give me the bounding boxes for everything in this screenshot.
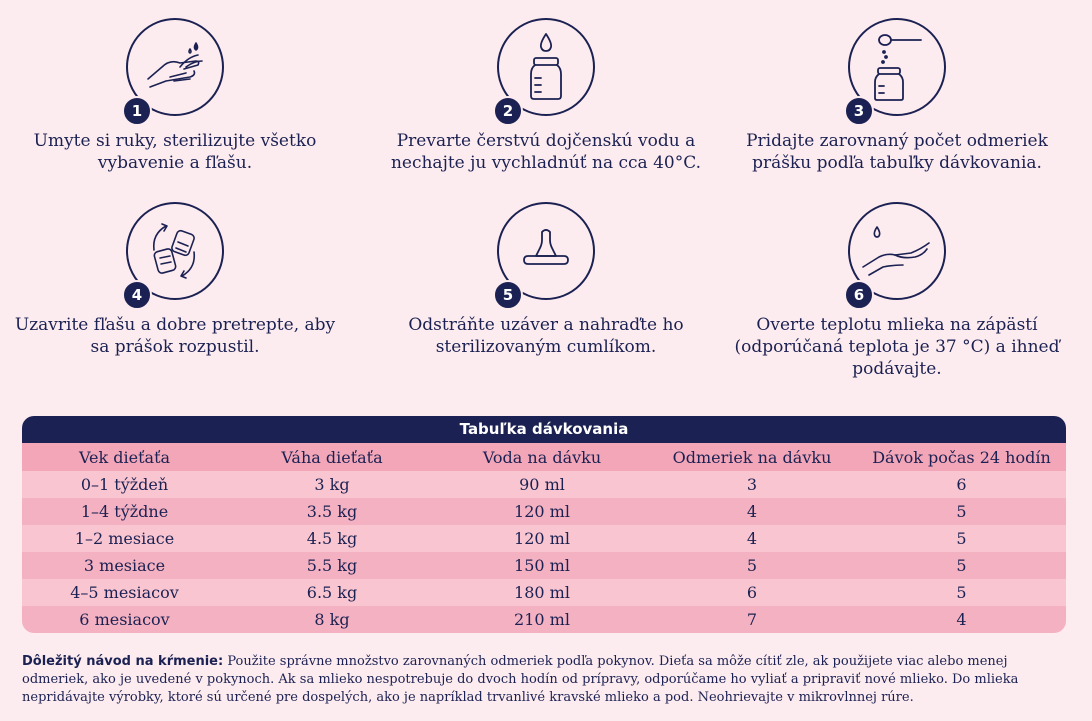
step-number: 1 [122,96,152,126]
table-cell: 3 [647,471,857,498]
table-cell: 210 ml [437,606,647,633]
table-cell: 4 [647,525,857,552]
table-cell: 6 mesiacov [22,606,227,633]
table-cell: 90 ml [437,471,647,498]
column-header: Váha dieťaťa [227,443,437,471]
table-cell: 180 ml [437,579,647,606]
step-text: Umyte si ruky, sterilizujte všetko vybavenie a fľašu. [33,131,317,173]
table-cell: 120 ml [437,525,647,552]
table-cell: 6 [857,471,1066,498]
table-cell: 150 ml [437,552,647,579]
table-cell: 3.5 kg [227,498,437,525]
table-cell: 8 kg [227,606,437,633]
table-cell: 6 [647,579,857,606]
table-row [22,498,1066,525]
dosage-table [22,416,1066,633]
table-cell: 3 mesiace [22,552,227,579]
step-number: 2 [493,96,523,126]
step-2 [376,18,716,174]
note-label: Dôležitý návod na kŕmenie: [22,654,224,669]
column-header: Dávok počas 24 hodín [857,443,1066,471]
step-3 [727,18,1067,174]
feeding-note [22,653,1070,707]
table-row [22,471,1066,498]
column-header: Odmeriek na dávku [647,443,857,471]
step-text: Overte teplotu mlieka na zápästí (odporúčaná teplota je 37 °C) a ihneď podávajte. [734,315,1060,379]
table-title: Tabuľka dávkovania [22,416,1066,443]
step-text: Uzavrite fľašu a dobre pretrepte, aby sa prášok rozpustil. [14,315,336,357]
step-number: 4 [122,280,152,310]
column-header: Vek dieťaťa [22,443,227,471]
table-cell: 4 [647,498,857,525]
step-4 [5,202,345,358]
table-cell: 5 [857,498,1066,525]
step-text: Prevarte čerstvú dojčenskú vodu a nechajte ju vychladnúť na cca 40°C. [390,131,702,173]
step-number: 5 [493,280,523,310]
table-cell: 5 [857,579,1066,606]
dosage-table-grid [22,443,1066,633]
step-text: Pridajte zarovnaný počet odmeriek prášku podľa tabuľky dávkovania. [746,131,1048,173]
table-row [22,579,1066,606]
table-row [22,606,1066,633]
step-6 [727,202,1067,380]
table-cell: 7 [647,606,857,633]
note-text: Použite správne množstvo zarovnaných odmeriek podľa pokynov. Dieťa sa môže cítiť zle, ak použijete viac alebo menej odmeriek, ako je uvedené v pokynoch. Ak sa mlieko nespotrebuje do dvoch hodín od prípravy, odporúčame ho vyliať a pripraviť nové mlieko. Do mlieka nepridávajte výrobky, ktoré sú určené pre dospelých, ako je napríklad trvanlivé kravské mlieko a pod. Neohrievajte v mikrovlnnej rúre. [22,654,1019,705]
column-header: Voda na dávku [437,443,647,471]
step-number: 6 [844,280,874,310]
step-number: 3 [844,96,874,126]
table-cell: 5 [857,552,1066,579]
step-5 [376,202,716,358]
table-cell: 4–5 mesiacov [22,579,227,606]
table-cell: 0–1 týždeň [22,471,227,498]
table-row [22,525,1066,552]
table-cell: 120 ml [437,498,647,525]
table-cell: 5 [857,525,1066,552]
table-row [22,552,1066,579]
table-cell: 4 [857,606,1066,633]
table-cell: 6.5 kg [227,579,437,606]
table-cell: 1–2 mesiace [22,525,227,552]
table-cell: 4.5 kg [227,525,437,552]
table-cell: 3 kg [227,471,437,498]
table-cell: 1–4 týždne [22,498,227,525]
step-1 [5,18,345,174]
table-cell: 5.5 kg [227,552,437,579]
table-header-row [22,443,1066,471]
step-text: Odstráňte uzáver a nahraďte ho sterilizovaným cumlíkom. [408,315,684,357]
table-cell: 5 [647,552,857,579]
